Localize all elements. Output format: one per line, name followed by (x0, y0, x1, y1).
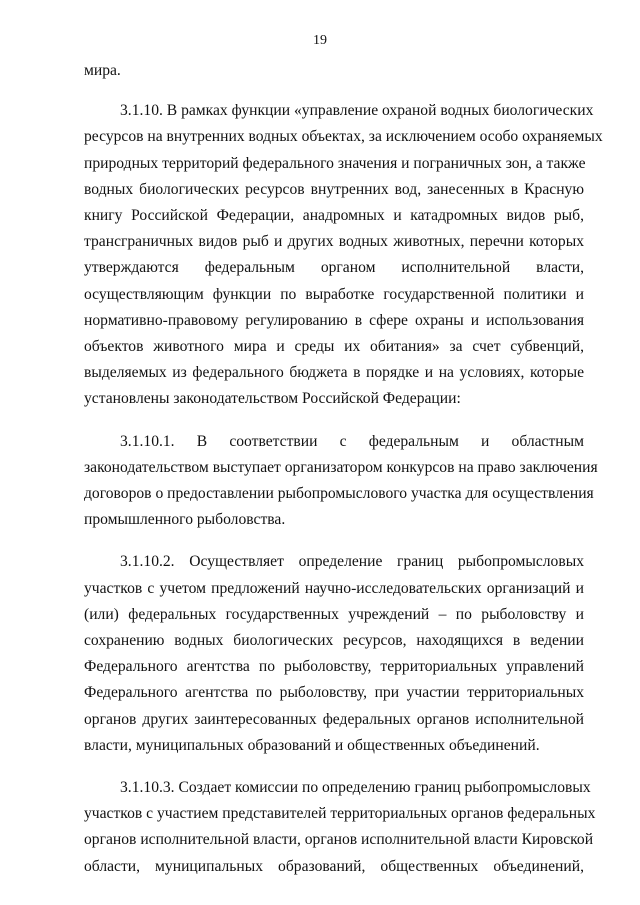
text-line: трансграничных видов рыб и других водных животных, перечни которых (84, 233, 584, 251)
text-line: утверждаются федеральным органом исполнительной власти, (84, 259, 584, 277)
text-line: осуществляющим функции по выработке государственной политики и (84, 285, 584, 303)
text-line: области, муниципальных образований, общественных объединений, (84, 857, 584, 875)
text-line: мира. (84, 62, 121, 79)
paragraph (84, 549, 584, 759)
paragraph (84, 775, 596, 880)
page-number: 19 (313, 33, 327, 48)
text-line: водных биологических ресурсов внутренних вод, занесенных в Красную (84, 180, 584, 198)
text-line: ресурсов на внутренних водных объектах, за исключением особо охраняемых (84, 128, 603, 146)
text-line: установлены законодательством Российской Федерации: (84, 390, 461, 408)
paragraph (84, 58, 584, 84)
paragraph (84, 429, 598, 534)
text-line: органов других заинтересованных федеральных органов исполнительной (84, 710, 584, 728)
text-line: Федерального агентства по рыболовству, при участии территориальных (84, 684, 584, 702)
document-body (84, 58, 603, 896)
text-line: участков с учетом предложений научно-исследовательских организаций и (84, 579, 584, 597)
text-line: выделяемых из федерального бюджета в порядке и на условиях, которые (84, 364, 584, 382)
text-line: 3.1.10.1. В соответствии с федеральным и областным (120, 432, 584, 450)
text-line: договоров о предоставлении рыбопромыслового участка для осуществления (84, 485, 594, 503)
text-line: 3.1.10.3. Создает комиссии по определению границ рыбопромысловых (120, 779, 591, 797)
text-line: законодательством выступает организатором конкурсов на право заключения (84, 458, 598, 476)
text-line: Федерального агентства по рыболовству, территориальных управлений (84, 658, 584, 676)
text-line: книгу Российской Федерации, анадромных и катадромных видов рыб, (84, 207, 584, 225)
text-line: объектов животного мира и среды их обитания» за счет субвенций, (84, 338, 584, 356)
text-line: нормативно-правовому регулированию в сфере охраны и использования (84, 311, 584, 329)
text-line: 3.1.10. В рамках функции «управление охраной водных биологических (120, 102, 594, 120)
text-line: сохранению водных биологических ресурсов, находящихся в ведении (84, 632, 584, 650)
text-line: 3.1.10.2. Осуществляет определение границ рыбопромысловых (120, 553, 584, 571)
text-line: промышленного рыболовства. (84, 511, 286, 529)
paragraph (84, 98, 603, 412)
text-line: органов исполнительной власти, органов исполнительной власти Кировской (84, 831, 594, 849)
text-line: природных территорий федерального значения и пограничных зон, а также (84, 154, 586, 172)
text-line: (или) федеральных государственных учреждений – по рыболовству и (84, 605, 584, 623)
text-line: власти, муниципальных образований и общественных объединений. (84, 736, 540, 754)
text-line: участков с участием представителей территориальных органов федеральных (84, 805, 596, 823)
